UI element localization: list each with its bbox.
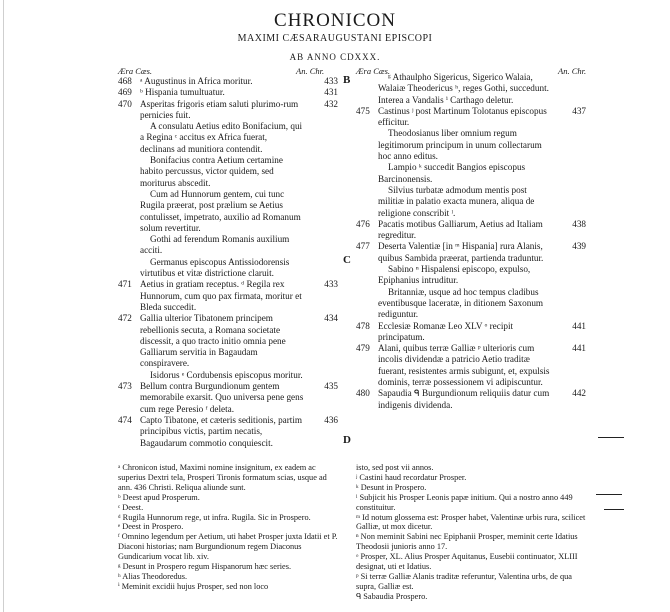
era-number: 479 [356,343,370,354]
entry-text: Isidorus ᵉ Cordubensis episcopus moritur. [150,369,303,380]
entry [118,370,340,381]
entry [356,219,588,242]
entry-text: Britanniæ, usque ad hoc tempus cladibus eventibusque laceratæ, in ditionem Saxonum rediguntur. [378,286,544,320]
entry [118,381,340,415]
entry-text: ᵇ Hispania tumultuatur. [140,87,225,98]
year-number: 433 [324,76,338,86]
era-number: 472 [118,313,132,324]
entry [356,321,588,344]
entry [356,162,588,185]
footnotes-left [118,463,340,592]
era-number: 473 [118,381,132,392]
entry-text: Ecclesiæ Romanæ Leo XLV ᵒ recipit principatum. [378,320,514,342]
entry-text: Alani, quibus terræ Galliæ ᵖ ulterioris cum incolis dividendæ a patricio Aetio traditæ fuerant, resistentes armis subigunt, et, expulsis dominis, terræ possessionem vi adipiscuntur. [378,343,550,388]
page-title: CHRONICON [274,10,396,31]
year-number: 439 [572,241,586,252]
entry [356,128,588,162]
left-era-heading: Æra Cæs. [118,66,153,76]
era-number: 474 [118,414,132,425]
entry-text: Aetius in gratiam receptus. ᵈ Regila rex Hunnorum, cum quo pax firmata, moritur et Bleda succedit. [140,279,302,312]
entry [118,121,340,155]
entry-text: Gallia ulterior Tibatonem principem rebellionis secuta, a Romana societate discessit, a quo tracto initio omnia pene Galliarum servitia in Bagaudam conspiravere. [140,313,286,369]
footnote: ⁱ Meminit excidii hujus Prosper, sed non loco [118,581,269,591]
entry-text: Capto Tibatone, et cæteris seditionis, partim principibus victis, partim necatis, Bagaudarum commotio conquiescit. [140,414,303,448]
entry [118,87,340,98]
footnote: ᶠ Omnino legendum per Aetium, uti habet Prosper juxta Idatii et P. Diaconi historias; nam Burgundionum regem Diaconus Gundicarium vocat lib. xiv. [118,532,338,562]
entry [356,72,588,106]
era-number: 469 [118,87,132,98]
entry-text: Cum ad Hunnorum gentem, cui tunc Rugila præerat, post prælium se Aetius contulisset, impetrato, auxilio ad Romanum solum revertitur. [140,188,301,233]
year-heading: AB ANNO CDXXX. [289,52,381,62]
footnote: ᵈ Rugila Hunnorum rege, ut infra. Rugila. Sic in Prospero. [118,512,311,522]
entry [118,155,340,189]
year-number: 437 [572,105,586,116]
footnote: ᶜ Deest. [118,502,144,512]
year-number: 434 [324,313,338,324]
footnote: ᵉ Deest in Prospero. [118,522,184,532]
right-era-heading: Æra Cæs. [356,66,391,76]
footnote: ᵐ Id notum glossema est: Prosper habet, Valentinæ urbis rura, scilicet Galliæ, ut mox dicetur. [356,512,586,532]
entry [356,287,588,321]
entry-text: Asperitas frigoris etiam saluti plurimo-rum pernicies fuit. [140,98,299,120]
footnote: ᵍ Desunt in Prospero regum Hispanorum hæc series. [118,562,292,572]
entry-text: Silvius turbatæ admodum mentis post militiæ in palatio exacta munera, aliqua de religione conscribit ˡ. [378,184,535,218]
footnote: isto, sed post vii annos. [356,463,434,472]
page-edge [3,0,4,612]
footnote: ᵏ Desunt in Prospero. [356,482,427,492]
footnote: ᵖ Si terræ Galliæ Alanis traditæ referuntur, Valentina urbs, de qua supra, Galliæ est. [356,571,572,591]
entry-text: Gothi ad ferendum Romanis auxilium acciti. [140,234,290,256]
entry-text: Deserta Valentiæ [in ᵐ Hispania] rura Alanis, quibus Sambida præerat, partienda traduntur. [378,241,544,263]
footnote: ⁿ Non meminit Sabini nec Epiphanii Prosper, meminit certe Idatius Theodosii junioris anno 17. [356,532,578,552]
entry [356,264,588,287]
entry-text: Castinus ʲ post Martinum Tolotanus episcopus efficitur. [378,105,547,128]
year-number: 441 [572,320,586,331]
footnote: ᑫ Sabaudia Prospero. [356,591,428,601]
footnote: ᵃ Chronicon istud, Maximi nomine insignitum, ex eadem ac superius Dextri tela, Prosperi Tironis formatum scias, usque ad ann. 436 Christi. Reliqua aliunde sunt. [118,463,327,492]
entry [118,76,340,87]
era-number: 468 [118,76,132,86]
entry-text: Bellum contra Burgundionum gentem memorabile exarsit. Quo universa pene gens cum rege Peresio ᶠ deleta. [140,381,304,414]
margin-stroke [598,437,624,438]
era-number: 475 [356,105,370,116]
entry [118,313,340,369]
page-subtitle: MAXIMI CÆSARAUGUSTANI EPISCOPI [237,33,433,44]
footnote: ᵇ Deest apud Prosperum. [118,492,200,502]
margin-mark-c: C [343,254,351,266]
year-number: 433 [324,279,338,290]
entry [356,388,588,411]
entry-text: Germanus episcopus Antissiodorensis virtutibus et vitæ districtione claruit. [140,256,290,279]
entry [356,185,588,219]
entry [118,257,340,280]
entry-text: ᵃ Augustinus in Africa moritur. [140,76,253,86]
entry [118,279,340,313]
entry-text: Sapaudia ᑫ Burgundionum reliquiis datur cum indigenis dividenda. [378,388,550,410]
year-number: 442 [572,388,586,399]
era-number: 480 [356,388,370,399]
margin-stroke [596,494,622,495]
entry-text: A consulatu Aetius edito Bonifacium, qui a Regina ᶜ accitus ex Africa fuerat, declinans ad munitiora contendit. [140,121,303,154]
entry [356,106,588,129]
year-number: 435 [324,381,338,392]
entry [118,189,340,234]
entry [118,234,340,257]
footnotes-right [356,463,588,602]
footnote: ˡ Subjicit his Prosper Leonis papæ initium. Qui a nostro anno 449 constituitur. [356,492,573,512]
year-number: 436 [324,414,338,425]
era-number: 471 [118,279,132,290]
right-an-heading: An. Chr. [558,66,587,76]
year-number: 438 [572,218,586,229]
left-column [118,76,340,449]
footnote: ᵒ Prosper, XL. Alius Prosper Aquitanus, Eusebii continuator, XLIII designat, uti et Idatius. [356,552,578,572]
year-number: 431 [324,87,338,98]
margin-mark-d: D [343,434,351,446]
margin-mark-b: B [343,74,351,86]
entry [118,99,340,122]
entry-text: Theodosianus liber omnium regum legitimorum principum in unum collectarum hoc anno editus. [378,128,542,162]
footnote: ʲ Castini haud recordatur Prosper. [356,472,467,482]
entry [356,241,588,264]
right-column [356,72,588,411]
entry-text: Bonifacius contra Aetium certamine habito percussus, victor quidem, sed moriturus abscedit. [140,155,283,188]
left-an-heading: An. Chr. [296,66,325,76]
entry-text: ᵍ Athaulpho Sigericus, Sigerico Walaia, Walaiæ Theodericus ʰ, reges Gothi, succedunt. Interea a Vandalis ⁱ Carthago deletur. [378,72,549,105]
footnote: ʰ Alias Theodoredus. [118,571,188,581]
year-number: 441 [572,343,586,354]
era-number: 476 [356,218,370,229]
era-number: 477 [356,241,370,252]
margin-stroke [604,509,624,510]
entry-text: Sabino ⁿ Hispalensi episcopo, expulso, Epiphanius intruditur. [378,264,531,286]
entry [118,415,340,449]
year-number: 432 [324,98,338,109]
era-number: 470 [118,98,132,109]
entry [356,343,588,388]
entry-text: Pacatis motibus Galliarum, Aetius ad Italiam regreditur. [378,218,543,241]
era-number: 478 [356,320,370,331]
entry-text: Lampio ᵏ succedit Bangios episcopus Barcinonensis. [378,162,526,184]
